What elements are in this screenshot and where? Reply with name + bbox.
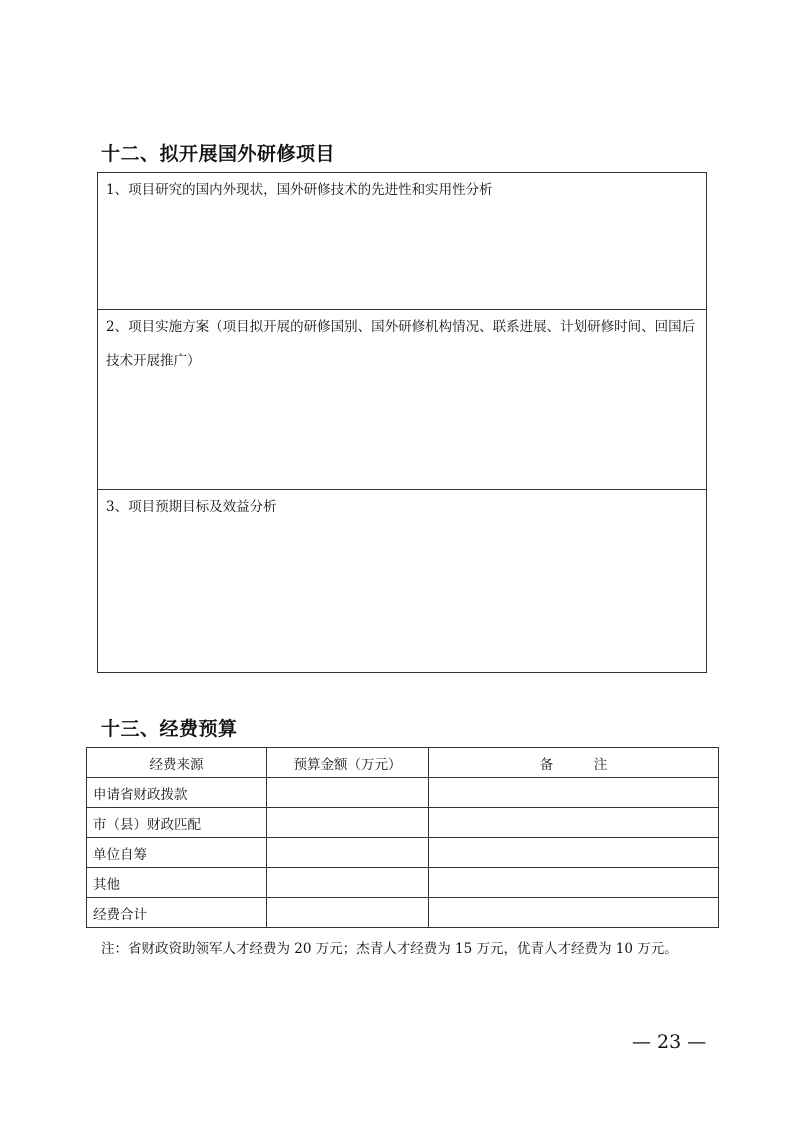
project-status-label: 1、项目研究的国内外现状，国外研修技术的先进性和实用性分析 <box>106 182 493 198</box>
budget-header-row <box>87 748 719 778</box>
amount-cell[interactable] <box>267 838 429 868</box>
remark-cell[interactable] <box>429 778 719 808</box>
row-label: 市（县）财政匹配 <box>87 808 267 838</box>
header-source: 经费来源 <box>87 748 267 778</box>
header-remark: 备 注 <box>429 748 719 778</box>
section-12-title: 十二、拟开展国外研修项目 <box>101 143 336 165</box>
project-status-cell[interactable] <box>98 173 707 310</box>
table-row <box>87 808 719 838</box>
table-row <box>98 490 707 673</box>
table-row <box>87 778 719 808</box>
implementation-plan-cell[interactable] <box>98 310 707 490</box>
table-row <box>87 868 719 898</box>
header-amount: 预算金额（万元） <box>267 748 429 778</box>
amount-cell[interactable] <box>267 898 429 928</box>
amount-cell[interactable] <box>267 808 429 838</box>
row-label: 申请省财政拨款 <box>87 778 267 808</box>
remark-cell[interactable] <box>429 898 719 928</box>
amount-cell[interactable] <box>267 778 429 808</box>
section-13-title: 十三、经费预算 <box>101 718 238 740</box>
implementation-plan-label: 2、项目实施方案（项目拟开展的研修国别、国外研修机构情况、联系进展、计划研修时间、回国后技术开展推广） <box>106 319 696 369</box>
remark-cell[interactable] <box>429 808 719 838</box>
table-row <box>98 173 707 310</box>
budget-table <box>86 747 719 928</box>
row-label: 单位自筹 <box>87 838 267 868</box>
row-label: 经费合计 <box>87 898 267 928</box>
amount-cell[interactable] <box>267 868 429 898</box>
expected-goals-label: 3、项目预期目标及效益分析 <box>106 499 277 515</box>
table-row <box>87 898 719 928</box>
research-project-table <box>97 172 707 673</box>
remark-cell[interactable] <box>429 868 719 898</box>
row-label: 其他 <box>87 868 267 898</box>
table-row <box>87 838 719 868</box>
budget-note: 注：省财政资助领军人才经费为 20 万元；杰青人才经费为 15 万元，优青人才经费为 10 万元。 <box>101 941 678 957</box>
page-number: — 23 — <box>632 1031 707 1053</box>
remark-cell[interactable] <box>429 838 719 868</box>
table-row <box>98 310 707 490</box>
expected-goals-cell[interactable] <box>98 490 707 673</box>
